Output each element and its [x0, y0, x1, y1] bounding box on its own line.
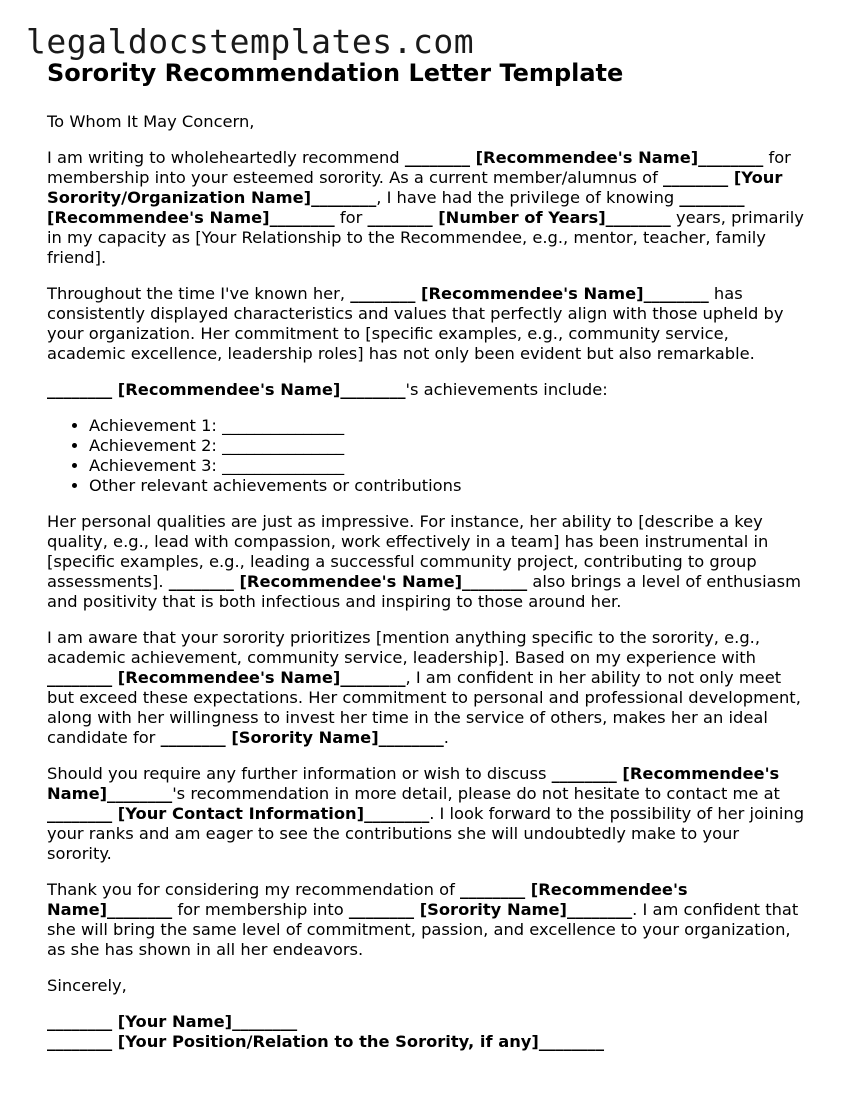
closing: Sincerely, — [47, 976, 127, 995]
paragraph-characteristics — [47, 284, 807, 364]
placeholder-recommendee-name: ________ [Recommendee's Name]________ — [47, 380, 406, 399]
salutation: To Whom It May Concern, — [47, 112, 255, 131]
placeholder-contact-information: ________ [Your Contact Information]________ — [47, 804, 430, 823]
paragraph-introduction — [47, 148, 807, 268]
text: Her personal qualities are just as impressive. For instance, her ability to [describe a key quality, e.g., lead with compassion, work effectively in a team] has been instrumental in [specific examples, e.g., leading a successful community project, contributing to group assessments]. — [47, 512, 769, 591]
placeholder-your-position: ________ [Your Position/Relation to the Sorority, if any]________ — [47, 1032, 604, 1051]
placeholder-recommendee-name: ________ [Recommendee's Name]________ — [47, 764, 780, 803]
placeholder-sorority-name: ________ [Sorority Name]________ — [348, 900, 633, 919]
paragraph-achievements-intro — [47, 380, 807, 400]
placeholder-recommendee-name: ________ [Recommendee's Name]________ — [404, 148, 764, 167]
placeholder-your-name: ________ [Your Name]________ — [47, 1012, 298, 1031]
placeholder-recommendee-name: ________ [Recommendee's Name]________ — [47, 188, 745, 227]
list-item: • Other relevant achievements or contributions — [89, 476, 807, 496]
paragraph-sorority-priorities — [47, 628, 807, 748]
text: , I have had the privilege of knowing — [376, 188, 680, 207]
text: Throughout the time I've known her, — [47, 284, 351, 303]
text: I am writing to wholeheartedly recommend — [47, 148, 405, 167]
paragraph-closing-remarks — [47, 880, 807, 960]
paragraph-personal-qualities — [47, 512, 807, 612]
text: has consistently displayed characteristics and values that perfectly align with those upheld by your organization. Her commitment to [specific examples, e.g., community service, academic excellence, leadership roles] has not only been evident but also remarkable. — [47, 284, 784, 363]
text: Thank you for considering my recommendation of — [47, 880, 460, 899]
placeholder-number-of-years: ________ [Number of Years]________ — [367, 208, 671, 227]
page-title: Sorority Recommendation Letter Template — [47, 59, 624, 87]
text: . I am confident that she will bring the same level of commitment, passion, and excellence to your organization, as she has shown in all her endeavors. — [47, 900, 799, 959]
list-item: • Achievement 3: _______________ — [89, 456, 807, 476]
text: . — [443, 728, 449, 747]
placeholder-recommendee-name: ________ [Recommendee's Name]________ — [350, 284, 709, 303]
signature-position — [47, 1032, 807, 1052]
text: years, primarily in my capacity as [Your Relationship to the Recommendee, e.g., mentor, teacher, family friend]. — [47, 208, 804, 267]
letter-body — [47, 56, 807, 1052]
text: 's achievements include: — [405, 380, 608, 399]
text: also brings a level of enthusiasm and positivity that is both infectious and inspiring to those around her. — [47, 572, 801, 611]
list-item: • Achievement 2: _______________ — [89, 436, 807, 456]
paragraph-contact — [47, 764, 807, 864]
text: 's recommendation in more detail, please do not hesitate to contact me at — [172, 784, 780, 803]
list-item: • Achievement 1: _______________ — [89, 416, 807, 436]
text: Should you require any further information or wish to discuss — [47, 764, 552, 783]
text: , I am confident in her ability to not only meet but exceed these expectations. Her commitment to personal and professional development, along with her willingness to invest her time in the service of others, makes her an ideal candidate for — [47, 668, 801, 747]
placeholder-sorority-name: ________ [Sorority Name]________ — [160, 728, 444, 747]
site-watermark: legaldocstemplates.com — [26, 22, 475, 61]
text: I am aware that your sorority prioritizes [mention anything specific to the sorority, e.g., academic achievement, community service, leadership]. Based on my experience with — [47, 628, 761, 667]
signature-name — [47, 1012, 807, 1032]
text: for — [334, 208, 368, 227]
achievements-list — [47, 416, 807, 496]
placeholder-organization-name: ________ [Your Sorority/Organization Name]________ — [47, 168, 783, 207]
placeholder-recommendee-name: ________ [Recommendee's Name]________ — [47, 880, 688, 919]
text: . I look forward to the possibility of her joining your ranks and am eager to see the contributions she will undoubtedly make to your sorority. — [47, 804, 805, 863]
text: for membership into your esteemed sorority. As a current member/alumnus of — [47, 148, 791, 187]
placeholder-recommendee-name: ________ [Recommendee's Name]________ — [168, 572, 528, 591]
text: for membership into — [172, 900, 349, 919]
placeholder-recommendee-name: ________ [Recommendee's Name]________ — [47, 668, 406, 687]
